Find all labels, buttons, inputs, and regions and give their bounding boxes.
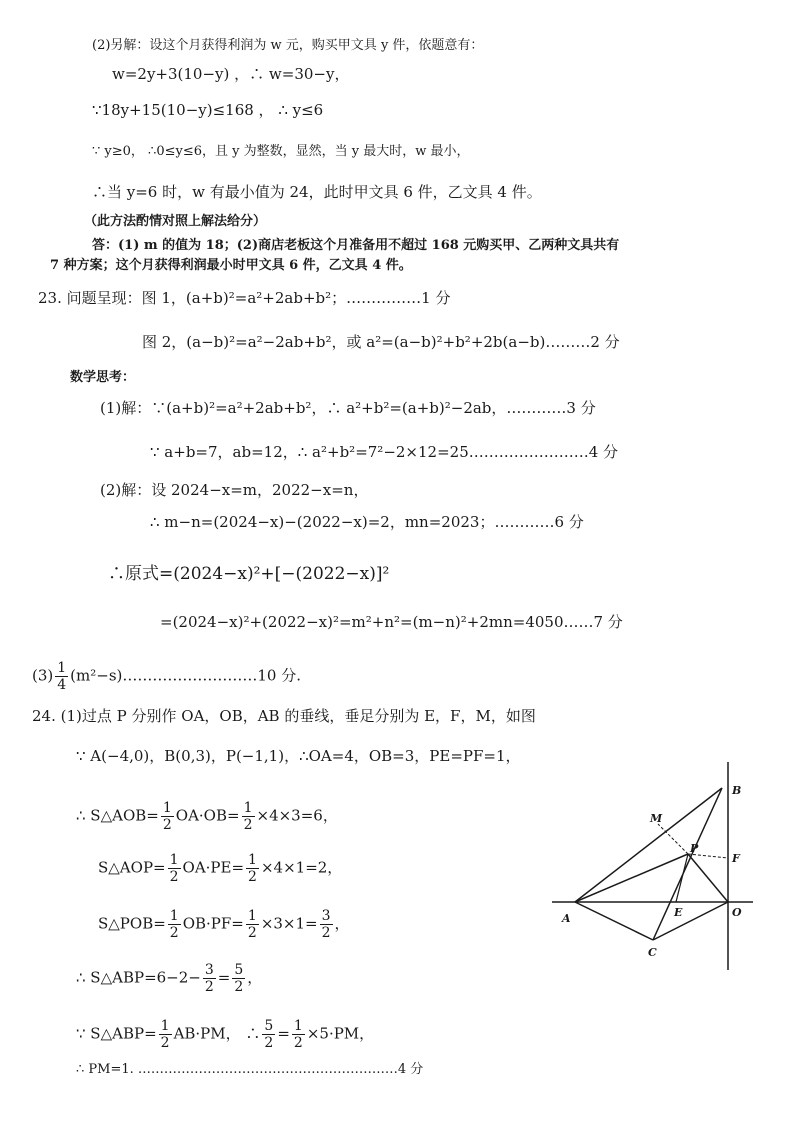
- q24-area-aop: S△AOP= $\frac{1}{2}$ OA·PE= $\frac{1}{2}$ ×4×1=2，: [98, 852, 343, 885]
- segment-pm: [658, 824, 688, 854]
- segment-ap: [575, 854, 688, 902]
- q22-answer-2: 7 种方案；这个月获得利润最小时甲文具 6 件，乙文具 4 件。: [50, 258, 412, 273]
- q23-part2-d: =(2024−x)²+(2022−x)²=m²+n²=(m−n)²+2mn=4050……7 分: [160, 613, 623, 631]
- q24-area-pob: S△POB= $\frac{1}{2}$ OB·PF= $\frac{1}{2}$ ×3×1= $\frac{3}{2}$ ，: [98, 908, 350, 941]
- q22-line-4: ∴当 y=6 时，w 有最小值为 24，此时甲文具 6 件，乙文具 4 件。: [92, 183, 542, 201]
- label-e: E: [674, 906, 683, 919]
- q23-thinking: 数学思考：: [70, 370, 136, 385]
- q23-part3-prefix: (3): [32, 666, 54, 685]
- q23-part2-a: (2)解：设 2024−x=m，2022−x=n，: [100, 481, 369, 499]
- segment-ac: [575, 902, 653, 940]
- label-p: P: [690, 842, 699, 855]
- segment-co: [653, 902, 728, 940]
- label-c: C: [648, 946, 657, 959]
- label-o: O: [732, 906, 742, 919]
- q23-part3: [32, 660, 301, 693]
- label-f: F: [732, 852, 740, 865]
- q24-area-abp: ∴ S△ABP=6−2− $\frac{3}{2}$ = $\frac{5}{2}$ ，: [76, 962, 263, 995]
- fraction: $\frac{1}{4}$: [57, 660, 67, 693]
- q22-line-1: w=2y+3(10−y) ，∴ w=30−y，: [112, 65, 350, 83]
- segment-po: [688, 854, 728, 902]
- q22-alt-heading: (2)另解：设这个月获得利润为 w 元，购买甲文具 y 件，依题意有：: [92, 38, 484, 53]
- q23-part1-a: (1)解：∵(a+b)²=a²+2ab+b²，∴ a²+b²=(a+b)²−2ab，…………3 分: [100, 399, 596, 417]
- segment-ab: [575, 788, 722, 902]
- q24-area-aob: ∴ S△AOB= $\frac{1}{2}$ OA·OB= $\frac{1}{2}$ ×4×3=6，: [76, 800, 338, 833]
- q22-note: （此方法酌情对照上解法给分）: [84, 214, 267, 229]
- q24-final: ∴ PM=1. ……………………………………………………4 分: [76, 1062, 424, 1077]
- label-m: M: [650, 812, 663, 825]
- q23-part2-b: ∴ m−n=(2024−x)−(2022−x)=2，mn=2023；…………6 分: [150, 513, 584, 531]
- q24-given: ∵ A(−4,0)，B(0,3)，P(−1,1)，∴OA=4，OB=3，PE=PF=1，: [76, 747, 521, 765]
- geometry-figure: [548, 760, 798, 980]
- label-b: B: [732, 784, 742, 797]
- q24-heading: 24. (1)过点 P 分别作 OA，OB，AB 的垂线，垂足分别为 E，F，M，如图: [32, 707, 536, 725]
- q23-line-1: 23. 问题呈现：图 1，(a+b)²=a²+2ab+b²；……………1 分: [38, 289, 451, 307]
- q24-area-relation: ∵ S△ABP= $\frac{1}{2}$ AB·PM， ∴ $\frac{5}{2}$ = $\frac{1}{2}$ ×5·PM，: [76, 1018, 375, 1051]
- q23-part2-c: ∴原式=(2024−x)²+[−(2022−x)]²: [108, 564, 390, 584]
- label-a: A: [562, 912, 571, 925]
- q22-line-3: ∵ y≥0， ∴0≤y≤6，且 y 为整数，显然，当 y 最大时，w 最小，: [92, 144, 470, 159]
- q23-line-2: 图 2，(a−b)²=a²−2ab+b²，或 a²=(a−b)²+b²+2b(a−b)………2 分: [142, 333, 620, 351]
- segment-pe: [676, 854, 688, 902]
- q23-part3-expression: (m²−s)………………………10 分.: [70, 666, 302, 685]
- q22-line-2: ∵18y+15(10−y)≤168 ， ∴ y≤6: [92, 101, 324, 119]
- q23-part1-b: ∵ a+b=7，ab=12，∴ a²+b²=7²−2×12=25……………………4 分: [150, 443, 619, 461]
- q22-answer-1: 答：(1) m 的值为 18；(2)商店老板这个月准备用不超过 168 元购买甲、乙两种文具共有: [92, 238, 620, 253]
